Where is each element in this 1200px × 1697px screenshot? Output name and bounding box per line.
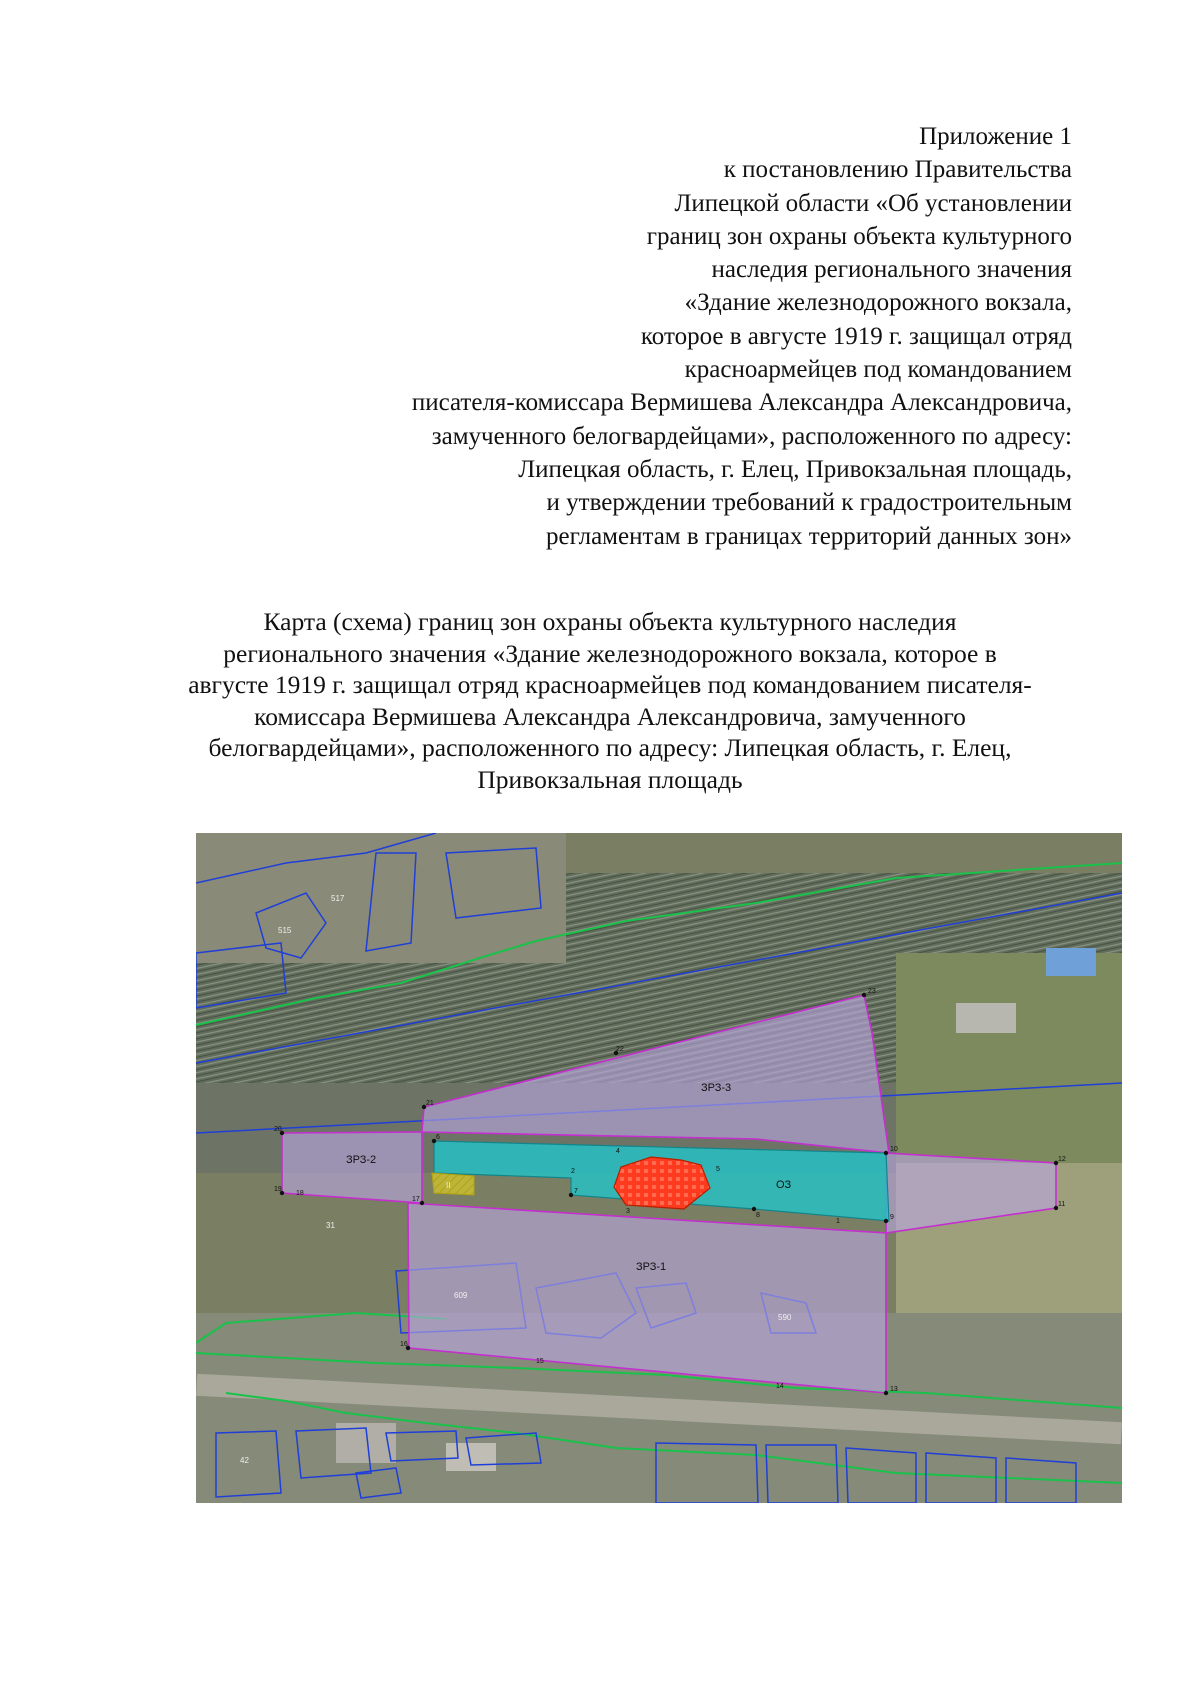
point-label: 9 (890, 1214, 894, 1221)
map-svg (196, 833, 1122, 1503)
map-title (150, 606, 1070, 795)
title-line: Привокзальная площадь (477, 764, 743, 794)
point-label: 8 (756, 1212, 760, 1219)
building-blue (1046, 948, 1096, 976)
label-zrz3: ЗРЗ-3 (701, 1082, 732, 1094)
header-line: к постановлению Правительства (723, 156, 1072, 184)
title-line: августе 1919 г. защищал отряд красноармейцев под командованием писателя- (188, 670, 1032, 699)
header-line: наследия регионального значения (711, 256, 1072, 284)
cadastral-label: 42 (240, 1456, 249, 1465)
building-gray (956, 1003, 1016, 1033)
label-zrz1: ЗРЗ-1 (636, 1261, 667, 1273)
point-label: 5 (716, 1166, 720, 1173)
point-label: 14 (776, 1383, 784, 1390)
point-label: 20 (274, 1126, 282, 1133)
point-label: 18 (296, 1190, 304, 1197)
building-gray (446, 1443, 496, 1471)
point-label: 23 (868, 988, 876, 995)
point-label: 7 (574, 1188, 578, 1195)
header-line: красноармейцев под командованием (684, 356, 1072, 384)
cadastral-label: 517 (331, 894, 345, 903)
header-line: писателя-комиссара Вермишева Александра Александровича, (411, 389, 1072, 417)
point-label: 2 (571, 1168, 575, 1175)
cadastral-label: II (446, 1181, 451, 1190)
label-oz: ОЗ (776, 1179, 792, 1191)
header-line: и утверждении требований к градостроительным (546, 489, 1072, 517)
point-label: 6 (436, 1134, 440, 1141)
cadastral-label: 515 (278, 926, 292, 935)
label-zrz2: ЗРЗ-2 (346, 1154, 377, 1166)
title-line: Карта (схема) границ зон охраны объекта культурного наследия (263, 607, 957, 636)
header-line: замученного белогвардейцами», расположенного по адресу: (431, 422, 1072, 450)
point-label: 4 (616, 1148, 620, 1155)
point-label: 22 (616, 1046, 624, 1053)
header-line: Липецкая область, г. Елец, Привокзальная площадь, (518, 455, 1072, 483)
header-line: Липецкой области «Об установлении (674, 189, 1072, 217)
header-line: границ зон охраны объекта культурного (646, 222, 1072, 250)
point-label: 19 (274, 1186, 282, 1193)
title-line: регионального значения «Здание железнодорожного вокзала, которое в (223, 638, 997, 668)
point-label: 3 (626, 1208, 630, 1215)
hatched-area (432, 1173, 474, 1195)
zone-map (196, 833, 1122, 1503)
point-label: 1 (836, 1218, 840, 1225)
header-line: которое в августе 1919 г. защищал отряд (640, 322, 1072, 350)
point-label: 10 (890, 1146, 898, 1153)
point-label: 13 (890, 1386, 898, 1393)
point-label: 21 (426, 1100, 434, 1107)
cadastral-label: 31 (326, 1221, 335, 1230)
point-label: 17 (412, 1196, 420, 1203)
title-line: белогвардейцами», расположенного по адресу: Липецкая область, г. Елец, (208, 733, 1012, 762)
header-line: «Здание железнодорожного вокзала, (684, 289, 1072, 317)
point-label: 15 (536, 1358, 544, 1365)
appendix-header (172, 120, 1072, 553)
point-label: 12 (1058, 1156, 1066, 1163)
point-label: 16 (400, 1341, 408, 1348)
cadastral-label: 609 (454, 1291, 468, 1300)
header-line: регламентам в границах территорий данных зон» (546, 522, 1072, 550)
cadastral-label: 590 (778, 1313, 792, 1322)
header-line: Приложение 1 (919, 123, 1072, 150)
title-line: комиссара Вермишева Александра Александровича, замученного (254, 701, 966, 731)
point-label: 11 (1058, 1201, 1066, 1208)
